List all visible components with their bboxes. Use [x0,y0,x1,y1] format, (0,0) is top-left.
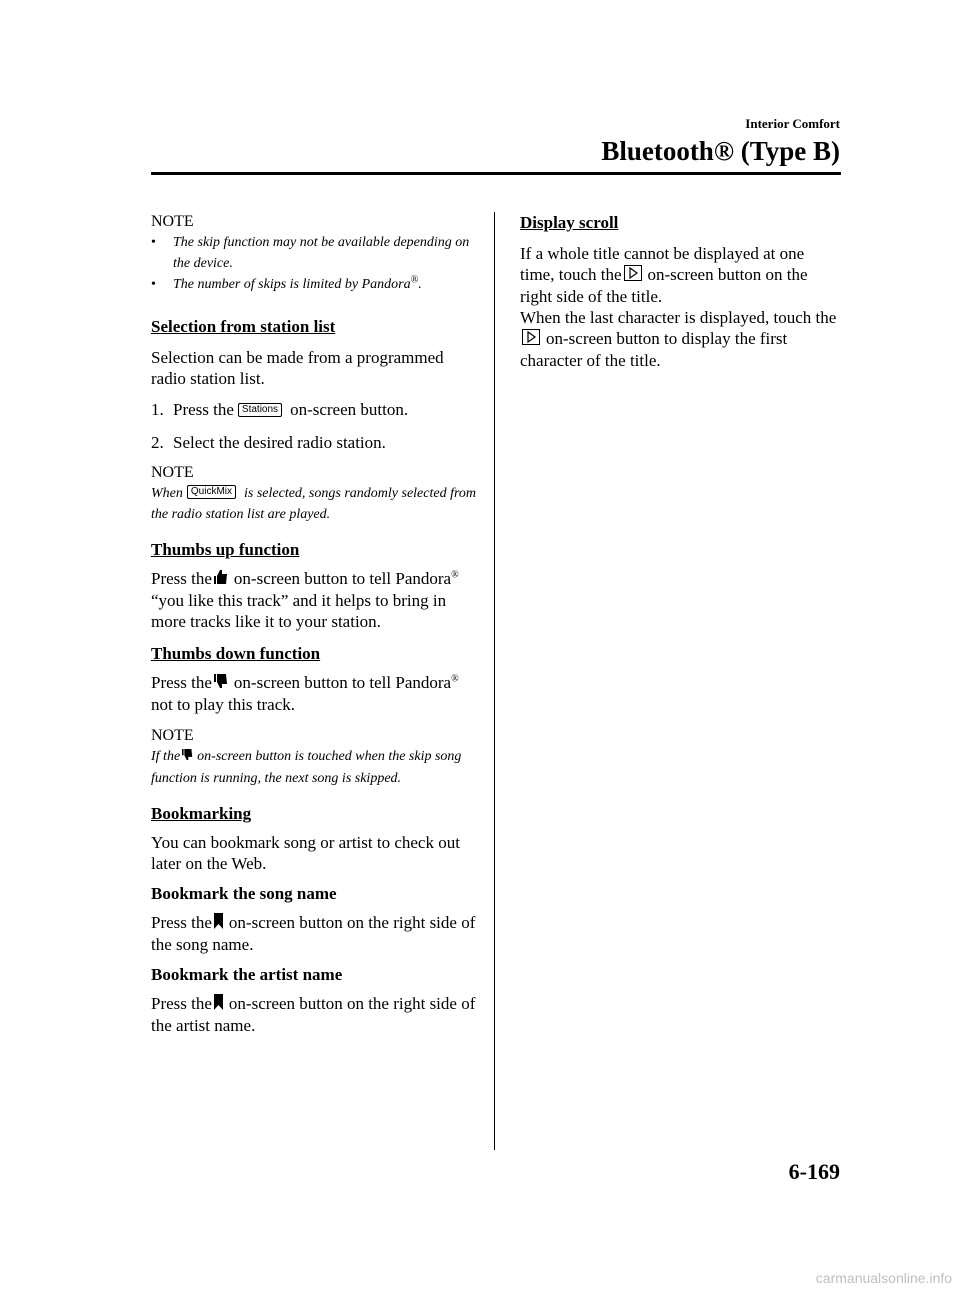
thumbs-up-heading: Thumbs up function [151,540,300,559]
step-1: 1. Press the Stations on-screen button. [151,400,409,419]
station-list-intro: Selection can be made from a programmed radio station list. [151,348,444,388]
scroll-right-icon[interactable] [522,329,540,350]
bookmarking-heading: Bookmarking [151,804,252,823]
note-item: • The number of skips is limited by Pandora®. [151,274,481,295]
page-title: Bluetooth® (Type B) [601,136,840,166]
thumbs-down-icon[interactable] [214,673,228,694]
thumbs-up-icon[interactable] [214,569,228,590]
bookmark-song-text: Press the on-screen button on the right side of the song name. [151,913,476,954]
bullet-icon: • [151,277,156,292]
header-rule [151,172,841,175]
thumbs-down-heading: Thumbs down function [151,644,321,663]
note-list [151,232,481,295]
bookmark-artist-text: Press the on-screen button on the right side of the artist name. [151,994,476,1035]
station-list-heading: Selection from station list [151,317,336,336]
watermark: carmanualsonline.info [815,1270,952,1286]
note-label: NOTE [151,213,194,230]
note-label: NOTE [151,727,194,744]
step-2: 2. Select the desired radio station. [151,433,386,452]
stations-button[interactable]: Stations [238,403,282,417]
bullet-icon: • [151,235,156,250]
bookmark-artist-heading: Bookmark the artist name [151,965,343,984]
thumbs-down-text: Press the on-screen button to tell Pandora® not to play this track. [151,673,459,714]
note-text: If the on-screen button is touched when the skip song function is running, the next song is skipped. [151,749,462,786]
bookmarking-intro: You can bookmark song or artist to check out later on the Web. [151,833,460,873]
column-divider [494,212,495,1150]
thumbs-up-text: Press the on-screen button to tell Pandora® “you like this track” and it helps to bring in more tracks like it to your station. [151,569,459,631]
page-number: 6-169 [788,1159,840,1184]
note-item: • The skip function may not be available depending on the device. [151,232,481,274]
left-column [151,212,481,1036]
note-text: When QuickMix is selected, songs randomly selected from the radio station list are played. [151,486,477,522]
bookmark-icon[interactable] [214,913,223,934]
quickmix-button[interactable]: QuickMix [187,485,236,499]
display-scroll-text: If a whole title cannot be displayed at one time, touch the on-screen button on the right side of the title. When the last character is displayed, touch theon-screen button to display the first character of the title. [520,244,837,370]
thumbs-down-icon [182,747,193,768]
note-label: NOTE [151,464,194,481]
bookmark-icon[interactable] [214,994,223,1015]
right-column [520,212,840,371]
display-scroll-heading: Display scroll [520,213,619,232]
bookmark-song-heading: Bookmark the song name [151,884,337,903]
header-section: Interior Comfort [745,116,840,131]
scroll-right-icon[interactable] [624,265,642,286]
